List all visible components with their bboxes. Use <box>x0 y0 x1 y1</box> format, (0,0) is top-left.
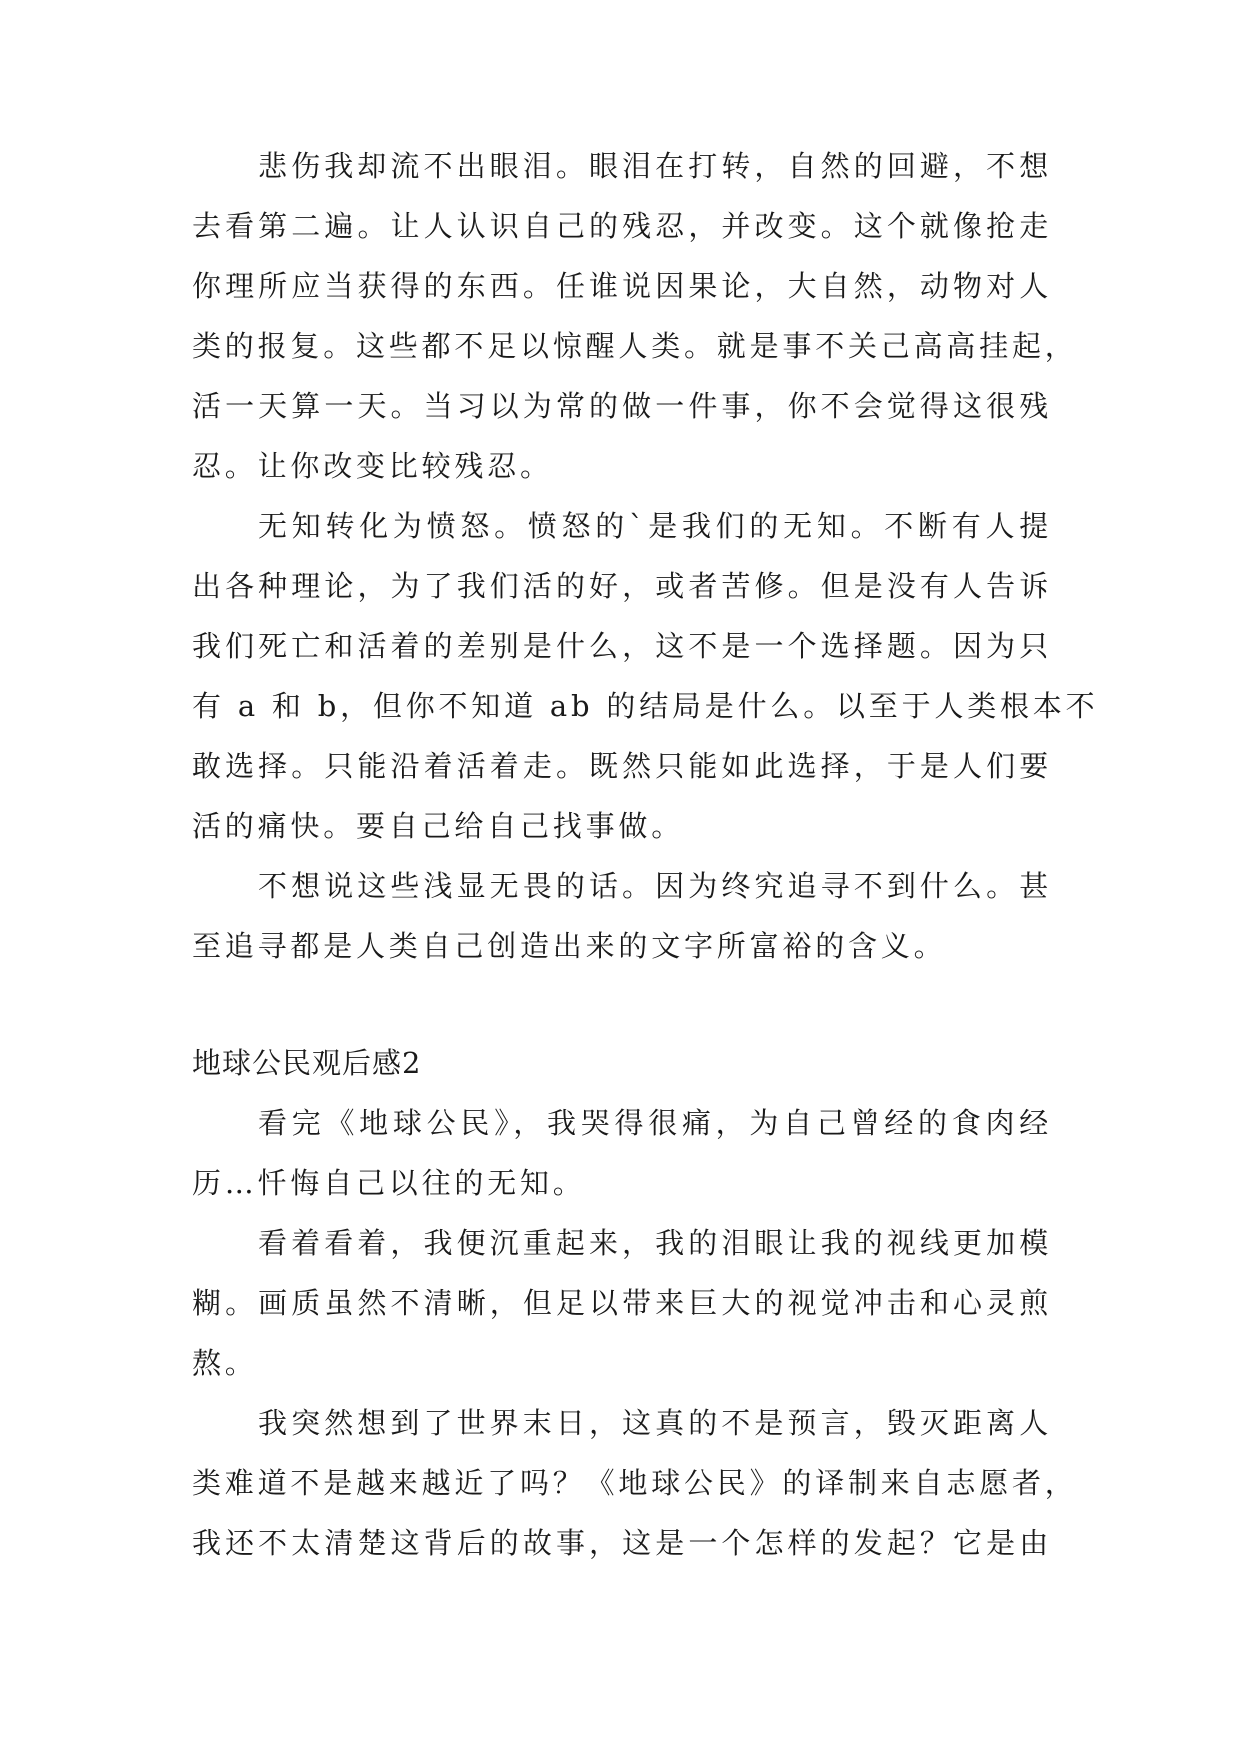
paragraph-line: 历…忏悔自己以往的无知。 <box>192 1166 586 1200</box>
paragraph-line: 类难道不是越来越近了吗？《地球公民》的译制来自志愿者， <box>192 1466 1078 1500</box>
paragraph-line: 无知转化为愤怒。愤怒的`是我们的无知。不断有人提 <box>258 509 1052 543</box>
paragraph-line: 我还不太清楚这背后的故事，这是一个怎样的发起？它是由 <box>192 1526 1052 1560</box>
paragraph-line: 至追寻都是人类自己创造出来的文字所富裕的含义。 <box>192 929 947 963</box>
text-section-1 <box>192 136 1099 976</box>
paragraph-line: 我突然想到了世界末日，这真的不是预言，毁灭距离人 <box>258 1406 1052 1440</box>
text-section-2 <box>192 1093 1078 1573</box>
paragraph-line: 不想说这些浅显无畏的话。因为终究追寻不到什么。甚 <box>258 869 1052 903</box>
paragraph-line: 看完《地球公民》，我哭得很痛，为自己曾经的食肉经 <box>258 1106 1052 1140</box>
paragraph-line: 熬。 <box>192 1346 258 1380</box>
paragraph-line: 有 a 和 b，但你不知道 ab 的结局是什么。以至于人类根本不 <box>192 689 1099 723</box>
paragraph-line: 我们死亡和活着的差别是什么，这不是一个选择题。因为只 <box>192 629 1052 663</box>
paragraph-line: 活的痛快。要自己给自己找事做。 <box>192 809 685 843</box>
paragraph-line: 活一天算一天。当习以为常的做一件事，你不会觉得这很残 <box>192 389 1052 423</box>
paragraph-line: 看着看着，我便沉重起来，我的泪眼让我的视线更加模 <box>258 1226 1052 1260</box>
paragraph-line: 去看第二遍。让人认识自己的残忍，并改变。这个就像抢走 <box>192 209 1052 243</box>
section-heading: 地球公民观后感2 <box>192 1046 422 1080</box>
paragraph-line: 敢选择。只能沿着活着走。既然只能如此选择，于是人们要 <box>192 749 1052 783</box>
paragraph-line: 你理所应当获得的东西。任谁说因果论，大自然，动物对人 <box>192 269 1052 303</box>
paragraph-line: 悲伤我却流不出眼泪。眼泪在打转，自然的回避，不想 <box>258 149 1052 183</box>
paragraph-line: 出各种理论，为了我们活的好，或者苦修。但是没有人告诉 <box>192 569 1052 603</box>
paragraph-line: 糊。画质虽然不清晰，但足以带来巨大的视觉冲击和心灵煎 <box>192 1286 1052 1320</box>
paragraph-line: 类的报复。这些都不足以惊醒人类。就是事不关己高高挂起， <box>192 329 1078 363</box>
paragraph-line: 忍。让你改变比较残忍。 <box>192 449 553 483</box>
